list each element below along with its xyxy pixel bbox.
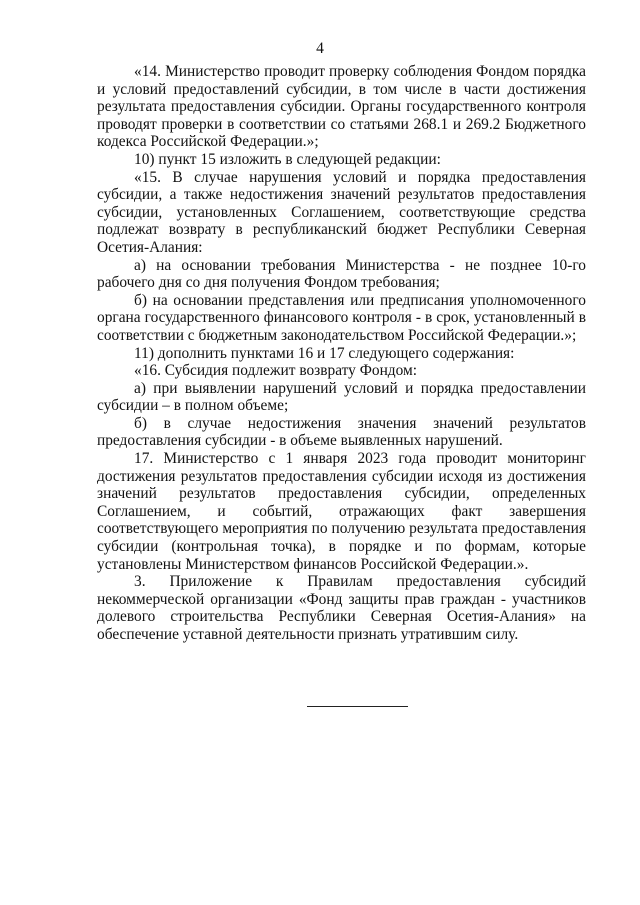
paragraph-14: «14. Министерство проводит проверку соблюдения Фондом порядка и условий предоставлений субсидии, в том числе в части достижения результата предоставления субсидии. Органы государственного контроля проводят проверки в соответствии со статьями 268.1 и 269.2 Бюджетного кодекса Российской Федерации.»;: [97, 63, 586, 151]
closing-rule: [307, 706, 408, 707]
paragraph-15: «15. В случае нарушения условий и порядка предоставления субсидии, а также недостижения значений результатов предоставления субсидии, установленных Соглашением, соответствующие средства подлежат возврату в республиканский бюджет Республики Северная Осетия-Алания:: [97, 168, 586, 256]
paragraph-item-10: 10) пункт 15 изложить в следующей редакции:: [134, 150, 441, 168]
paragraph-16-b: б) в случае недостижения значения значений результатов предоставления субсидии - в объеме выявленных нарушений.: [97, 414, 586, 450]
paragraph-15-a: а) на основании требования Министерства - не позднее 10-го рабочего дня со дня получения Фондом требования;: [97, 256, 586, 292]
page-number: 4: [316, 40, 324, 57]
paragraph-item-3: 3. Приложение к Правилам предоставления субсидий некоммерческой организации «Фонд защиты прав граждан - участников долевого строительства Республики Северная Осетия-Алания» на обеспечение уставной деятельности признать утратившим силу.: [97, 573, 586, 643]
document-body: [97, 63, 586, 644]
paragraph-item-11: 11) дополнить пунктами 16 и 17 следующего содержания:: [134, 344, 515, 362]
paragraph-17: 17. Министерство с 1 января 2023 года проводит мониторинг достижения результатов предоставления субсидии исходя из достижения значений результатов предоставления субсидии, определенных Соглашением, и событий, отражающих факт завершения соответствующего мероприятия по получению результата предоставления субсидии (контрольная точка), в порядке и по формам, которые установлены Министерством финансов Российской Федерации.».: [97, 450, 586, 573]
paragraph-16: «16. Субсидия подлежит возврату Фондом:: [134, 362, 418, 380]
paragraph-16-a: а) при выявлении нарушений условий и порядка предоставлении субсидии – в полном объеме;: [97, 379, 586, 415]
paragraph-15-b: б) на основании представления или предписания уполномоченного органа государственного финансового контроля - в срок, установленный в соответствии с бюджетным законодательством Российской Федерации.»;: [97, 291, 586, 344]
